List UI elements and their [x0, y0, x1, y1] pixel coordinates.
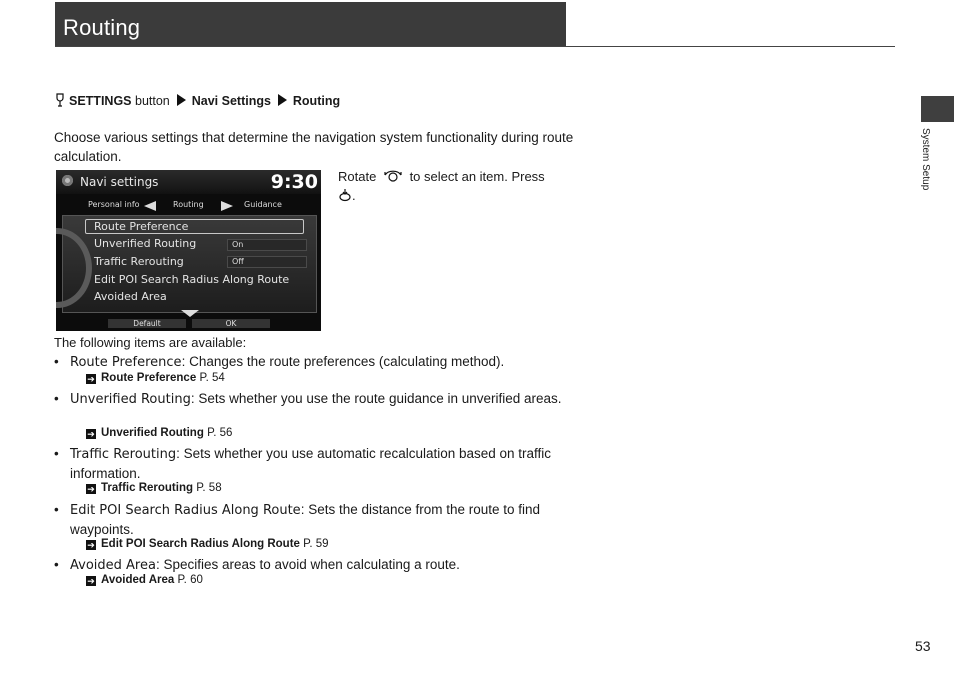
breadcrumb-navi-settings: Navi Settings — [191, 94, 271, 108]
cross-reference-icon: ➔ — [87, 540, 95, 550]
ref-page: P. 54 — [199, 372, 225, 384]
bullet-dot: • — [54, 502, 59, 517]
ref-page: P. 60 — [177, 574, 203, 586]
breadcrumb-button-word: button — [135, 94, 170, 108]
item-term: Edit POI Search Radius Along Route — [70, 503, 301, 518]
cross-reference[interactable] — [86, 372, 225, 384]
screen-header — [56, 170, 321, 194]
scroll-down-icon — [181, 310, 199, 317]
page-number: 53 — [915, 638, 931, 654]
item-term: Unverified Routing — [70, 392, 191, 407]
ref-label: Traffic Rerouting — [101, 482, 194, 494]
cross-reference[interactable] — [86, 427, 232, 439]
item-description: : Specifies areas to avoid when calculating a route. — [155, 557, 460, 572]
cross-reference-icon: ➔ — [87, 484, 95, 494]
list-item — [54, 555, 574, 575]
ref-label: Edit POI Search Radius Along Route — [101, 538, 300, 550]
bullet-dot: • — [54, 391, 59, 406]
cross-reference-icon: ➔ — [87, 576, 95, 586]
breadcrumb-settings: SETTINGS — [69, 94, 132, 108]
tab-guidance: Guidance — [244, 200, 282, 209]
ref-label: Avoided Area — [101, 574, 175, 586]
item-description: : Changes the route preferences (calculating method). — [181, 354, 505, 369]
tab-right-arrow-icon — [221, 201, 233, 211]
breadcrumb-arrow-icon — [177, 94, 186, 106]
screen-item-edit-poi-radius: Edit POI Search Radius Along Route — [94, 273, 290, 286]
screen-ok-button: OK — [192, 319, 270, 328]
cross-reference[interactable] — [86, 574, 203, 586]
item-term: Route Preference — [70, 355, 182, 370]
breadcrumb-routing: Routing — [292, 94, 341, 108]
ref-page: P. 59 — [303, 538, 329, 550]
tab-routing: Routing — [173, 200, 204, 209]
screen-tab-strip — [56, 197, 321, 213]
home-button-icon — [55, 93, 65, 107]
list-item — [54, 389, 574, 409]
screen-item-route-preference: Route Preference — [94, 220, 189, 233]
cross-reference[interactable] — [86, 482, 222, 494]
page-title: Routing — [63, 15, 141, 40]
ref-label: Unverified Routing — [101, 427, 204, 439]
list-item — [54, 500, 574, 539]
section-tab-marker — [921, 96, 954, 122]
rotate-word: Rotate — [338, 169, 377, 184]
screen-item-traffic-rerouting: Traffic Rerouting — [94, 255, 184, 268]
interface-dial-rotate-icon — [383, 169, 403, 183]
breadcrumb-arrow-icon — [278, 94, 287, 106]
rotate-instruction — [338, 167, 563, 205]
tab-personal-info: Personal info — [88, 200, 140, 209]
title-divider — [55, 46, 895, 47]
section-tab-label: System Setup — [920, 128, 931, 191]
list-item — [54, 444, 574, 483]
intro-paragraph: Choose various settings that determine the navigation system functionality during route calculation. — [54, 130, 574, 164]
tab-left-arrow-icon — [144, 201, 156, 211]
cross-reference[interactable] — [86, 538, 329, 550]
cross-reference-icon: ➔ — [87, 374, 95, 384]
items-available-text: The following items are available: — [54, 335, 247, 350]
instruction-period: . — [352, 188, 356, 203]
screen-title: Navi settings — [80, 175, 159, 189]
ref-page: P. 56 — [207, 427, 233, 439]
settings-gear-icon — [62, 175, 73, 186]
screen-default-button: Default — [108, 319, 186, 328]
cross-reference-icon: ➔ — [87, 429, 95, 439]
breadcrumb — [55, 93, 340, 108]
item-description: : Sets whether you use automatic recalculation based on traffic information. — [70, 446, 552, 481]
item-term: Traffic Rerouting — [70, 447, 177, 462]
screen-value-traffic-rerouting: Off — [227, 256, 307, 268]
page-title-bar — [55, 2, 566, 46]
screen-item-unverified-routing: Unverified Routing — [94, 237, 197, 250]
item-term: Avoided Area — [70, 558, 156, 573]
list-item — [54, 352, 574, 372]
screen-value-unverified-routing: On — [227, 239, 307, 251]
bullet-dot: • — [54, 557, 59, 572]
ref-label: Route Preference — [101, 372, 197, 384]
ref-page: P. 58 — [196, 482, 222, 494]
screen-item-avoided-area: Avoided Area — [94, 290, 167, 303]
interface-dial-press-icon — [338, 188, 352, 202]
bullet-dot: • — [54, 446, 59, 461]
navi-settings-screenshot — [56, 170, 321, 331]
item-description: : Sets the distance from the route to find waypoints. — [70, 502, 541, 537]
screen-clock: 9:30 — [270, 171, 318, 193]
rotate-select-text: to select an item. Press — [409, 169, 545, 184]
bullet-dot: • — [54, 354, 59, 369]
item-description: : Sets whether you use the route guidance in unverified areas. — [190, 391, 562, 406]
